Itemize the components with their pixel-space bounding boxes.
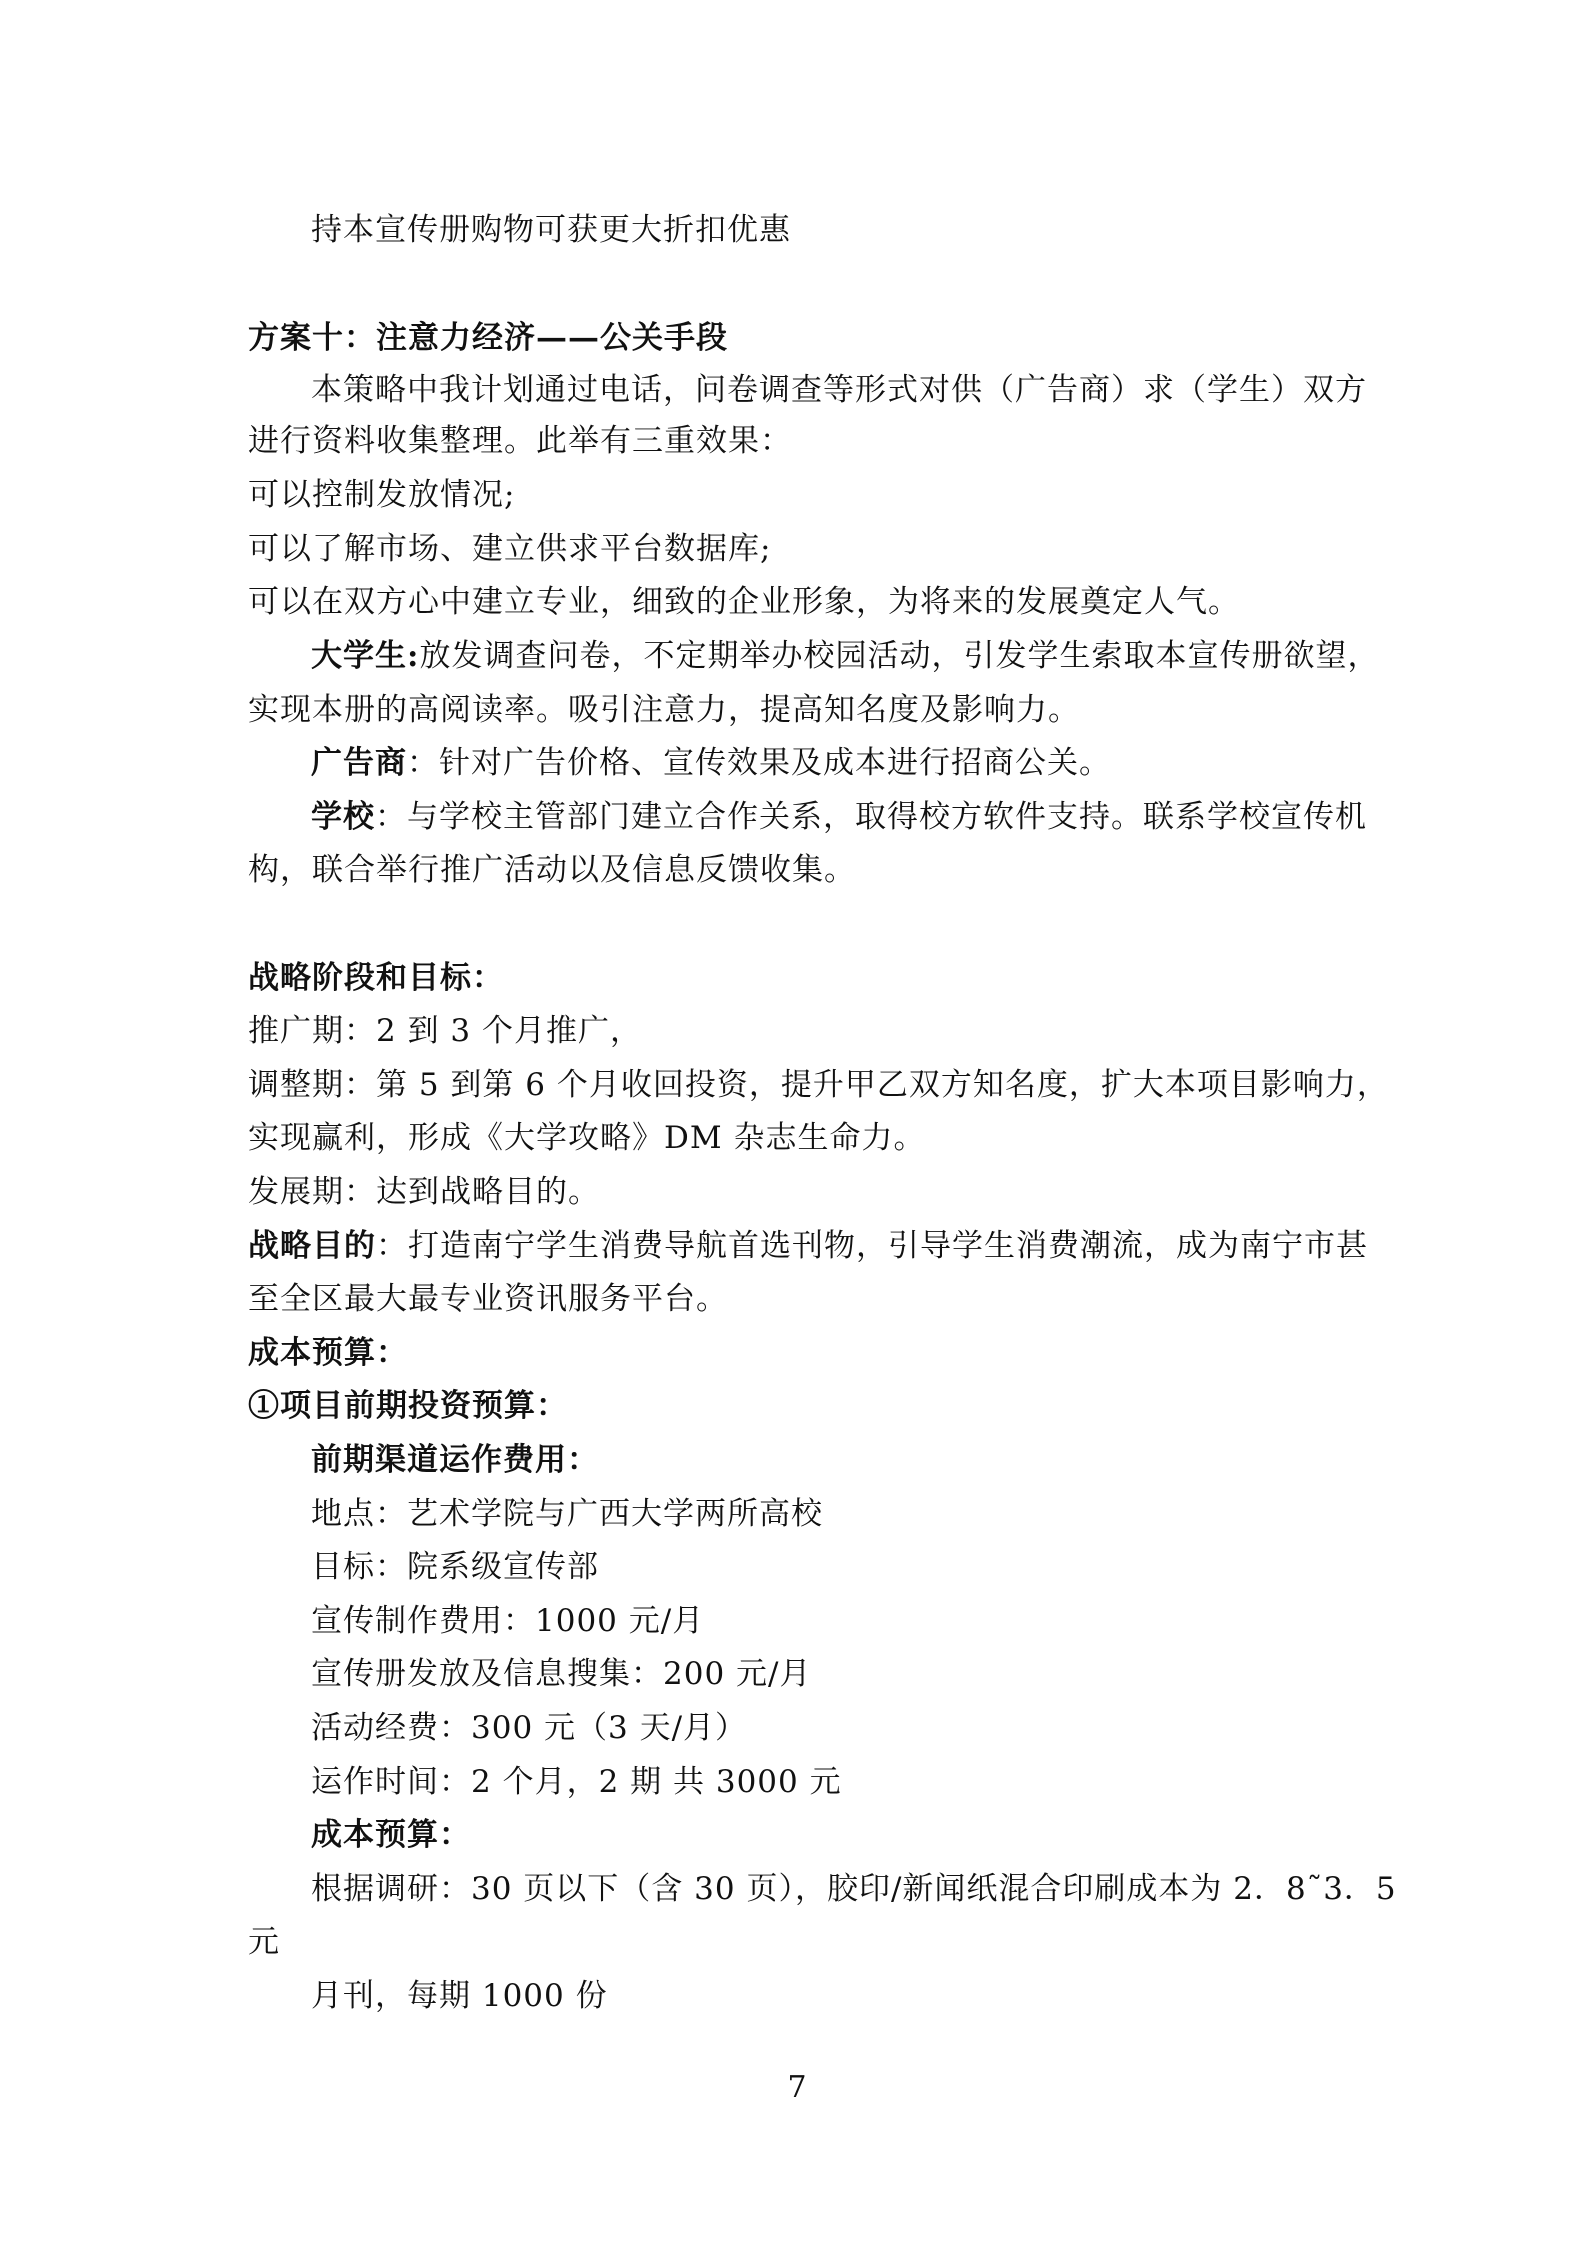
- research-line: 根据调研：30 页以下（含 30 页），胶印/新闻纸混合印刷成本为 2．8˜3．5: [311, 1871, 1397, 1907]
- plan-ten-paragraph-line: 进行资料收集整理。此举有三重效果：: [248, 423, 792, 459]
- school-paragraph: [311, 797, 1367, 837]
- budget-production-cost: 宣传制作费用：1000 元/月: [311, 1603, 705, 1639]
- advertisers-text: ：针对广告价格、宣传效果及成本进行招商公关。: [407, 745, 1111, 781]
- budget-target: 目标：院系级宣传部: [311, 1549, 599, 1585]
- strategy-heading: 战略阶段和目标：: [248, 960, 504, 996]
- school-text: ：与学校主管部门建立合作关系，取得校方软件支持。联系学校宣传机: [375, 799, 1367, 835]
- effect-item: 可以控制发放情况;: [248, 477, 516, 513]
- students-paragraph-line: 实现本册的高阅读率。吸引注意力，提高知名度及影响力。: [248, 692, 1080, 728]
- intro-line: 持本宣传册购物可获更大折扣优惠: [311, 212, 791, 248]
- budget-activity-cost: 活动经费：300 元（3 天/月）: [311, 1710, 748, 1746]
- strategy-development: 发展期：达到战略目的。: [248, 1174, 600, 1210]
- budget-subheading: ①项目前期投资预算：: [248, 1388, 568, 1424]
- students-label: 大学生:: [311, 638, 420, 674]
- plan-ten-heading: 方案十：注意力经济——公关手段: [248, 320, 728, 356]
- strategy-goal-line: 至全区最大最专业资讯服务平台。: [248, 1281, 728, 1317]
- budget-operation-time: 运作时间：2 个月，2 期 共 3000 元: [311, 1764, 842, 1800]
- students-text: 放发调查问卷，不定期举办校园活动，引发学生索取本宣传册欲望，: [419, 638, 1380, 674]
- budget-distribution-cost: 宣传册发放及信息搜集：200 元/月: [311, 1656, 812, 1692]
- strategy-adjustment-line: 实现赢利，形成《大学攻略》DM 杂志生命力。: [248, 1120, 926, 1156]
- school-label: 学校: [311, 799, 375, 835]
- monthly-issue: 月刊，每期 1000 份: [311, 1978, 608, 2014]
- strategy-goal: [248, 1226, 1368, 1266]
- plan-ten-paragraph-line: 本策略中我计划通过电话，问卷调查等形式对供（广告商）求（学生）双方: [311, 372, 1367, 408]
- cost-heading: 成本预算：: [311, 1817, 471, 1853]
- strategy-promotion: 推广期：2 到 3 个月推广，: [248, 1013, 643, 1049]
- advertisers-label: 广告商: [311, 745, 407, 781]
- strategy-goal-label: 战略目的: [248, 1228, 376, 1264]
- advertisers-paragraph: [311, 743, 1111, 783]
- effect-item: 可以在双方心中建立专业，细致的企业形象，为将来的发展奠定人气。: [248, 584, 1240, 620]
- page-number: 7: [787, 2070, 807, 2105]
- research-line-continued: 元: [248, 1924, 280, 1960]
- budget-heading: 成本预算：: [248, 1335, 408, 1371]
- budget-location: 地点：艺术学院与广西大学两所高校: [311, 1496, 823, 1532]
- channel-heading: 前期渠道运作费用：: [311, 1442, 599, 1478]
- effect-item: 可以了解市场、建立供求平台数据库;: [248, 531, 772, 567]
- students-paragraph: [311, 636, 1379, 676]
- strategy-goal-text: ：打造南宁学生消费导航首选刊物，引导学生消费潮流，成为南宁市甚: [376, 1228, 1368, 1264]
- school-paragraph-line: 构，联合举行推广活动以及信息反馈收集。: [248, 852, 856, 888]
- strategy-adjustment: 调整期：第 5 到第 6 个月收回投资，提升甲乙双方知名度，扩大本项目影响力，: [248, 1067, 1389, 1103]
